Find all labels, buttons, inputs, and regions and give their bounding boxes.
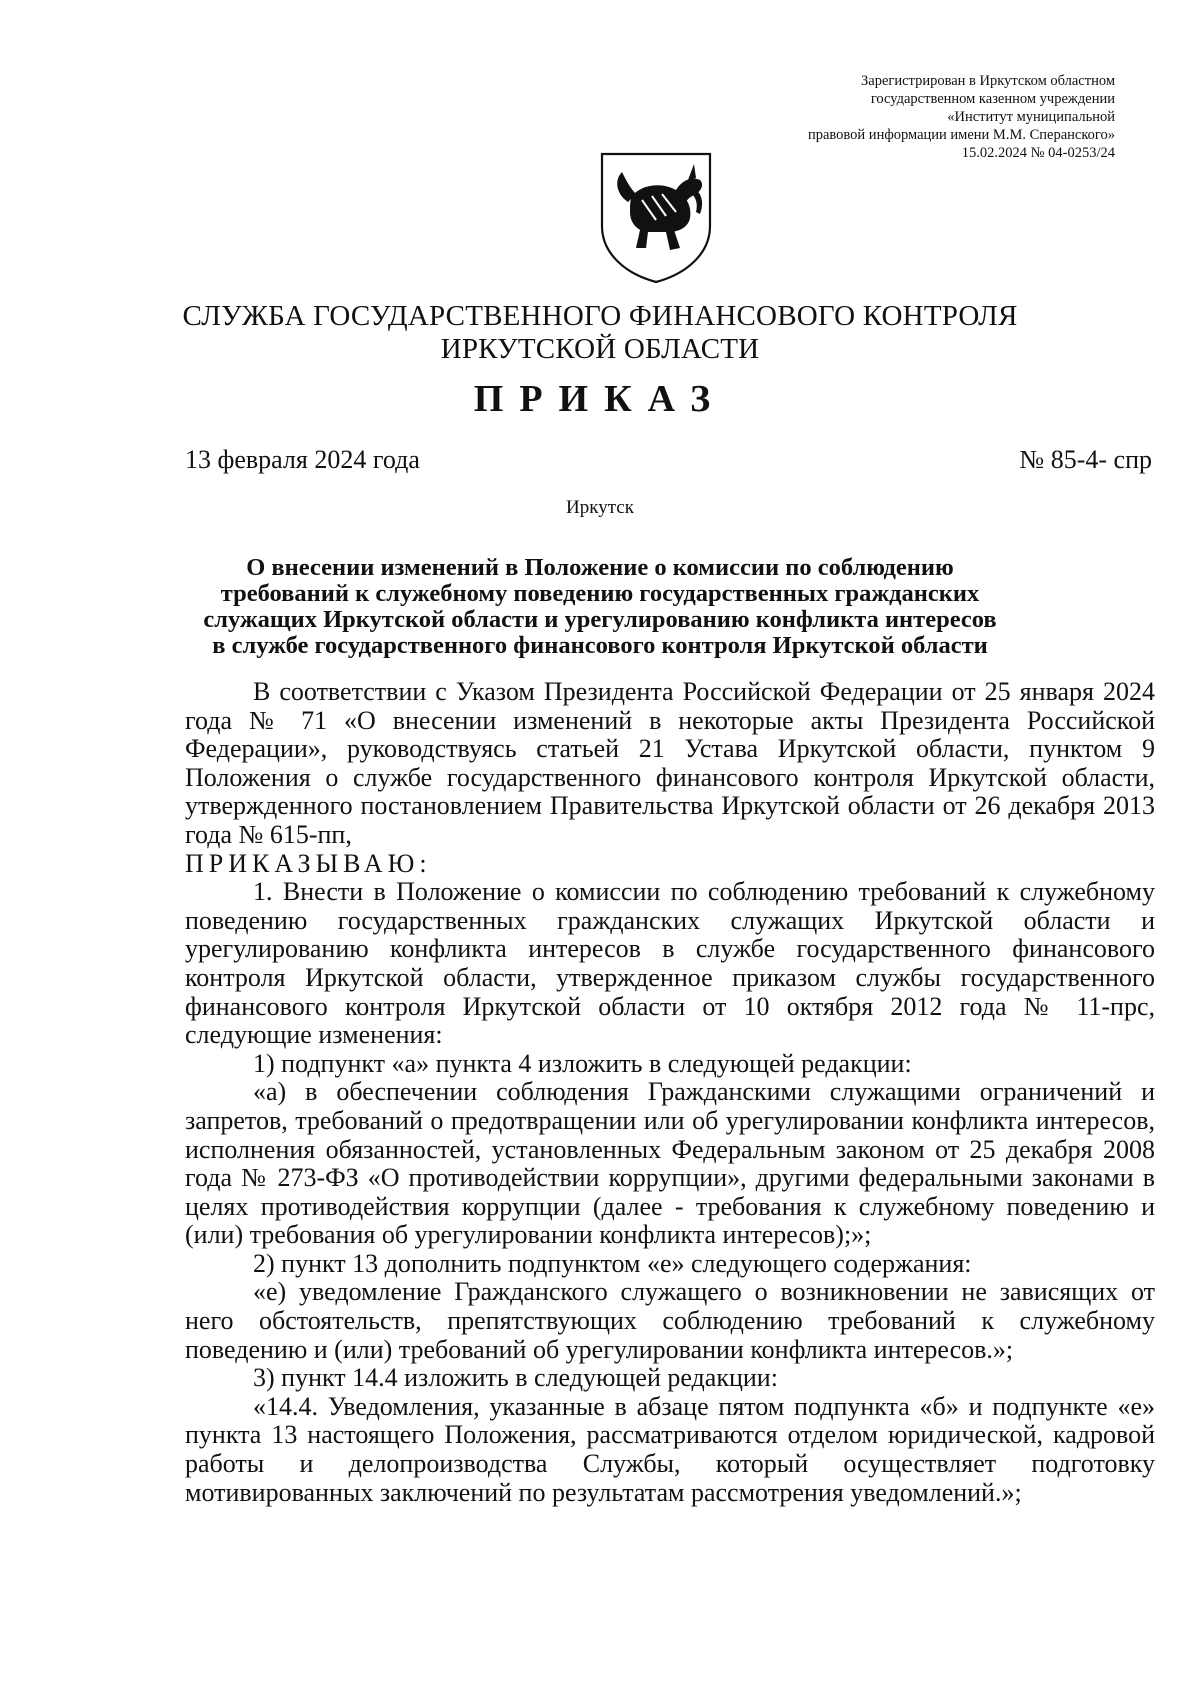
agency-title xyxy=(100,300,1100,366)
document-number: № 85-4- спр xyxy=(1019,445,1152,474)
heading-line-4: в службе государственного финансового контроля Иркутской области xyxy=(212,632,988,659)
preamble-paragraph: В соответствии с Указом Президента Российской Федерации от 25 января 2024 года № 71 «О внесении изменений в некоторые акты Президента Российской Федерации», руководствуясь статьей 21 Устава Иркутской области, пунктом 9 Положения о службе государственного финансового контроля Иркутской области, утвержденного постановлением Правительства Иркутской области от 26 декабря 2013 года № 615-пп, xyxy=(185,677,1155,849)
subitem-1-text-paragraph: «а) в обеспечении соблюдения Гражданскими служащими ограничений и запретов, требований о предотвращении или об урегулировании конфликта интересов, исполнения обязанностей, установленных Федеральным законом от 25 декабря 2008 года № 273-ФЗ «О противодействии коррупции», другими федеральными законами в целях противодействия коррупции (далее - требования к служебному поведению и (или) требования об урегулировании конфликта интересов);»; xyxy=(185,1077,1155,1250)
registration-line-1: Зарегистрирован в Иркутском областном xyxy=(861,73,1115,89)
subitem-3-text-paragraph: «14.4. Уведомления, указанные в абзаце пятом подпункта «б» и подпункте «е» пункта 13 настоящего Положения, рассматриваются отделом юридической, кадровой работы и делопроизводства Службы, который осуществляет подготовку мотивированных заключений по результатам рассмотрения уведомлений.»; xyxy=(185,1391,1155,1507)
document-body xyxy=(185,678,1155,1507)
subitem-3-paragraph: 3) пункт 14.4 изложить в следующей редакции: xyxy=(253,1363,778,1393)
agency-title-line-2: ИРКУТСКОЙ ОБЛАСТИ xyxy=(440,333,760,365)
heading-line-1: О внесении изменений в Положение о комиссии по соблюдению xyxy=(246,554,954,581)
registration-line-4: правовой информации имени М.М. Сперанского» xyxy=(807,127,1115,143)
registration-line-5: 15.02.2024 № 04-0253/24 xyxy=(961,145,1115,161)
heading-line-2: требований к служебному поведению государственных гражданских xyxy=(220,580,980,607)
document-date: 13 февраля 2024 года xyxy=(185,445,420,474)
heading-line-3: служащих Иркутской области и урегулированию конфликта интересов xyxy=(203,606,997,633)
document-heading xyxy=(150,555,1050,659)
subitem-1-paragraph: 1) подпункт «а» пункта 4 изложить в следующей редакции: xyxy=(253,1048,912,1078)
irkutsk-coat-of-arms-icon xyxy=(596,150,716,286)
orders-paragraph: ПРИКАЗЫВАЮ: xyxy=(185,848,432,878)
registration-line-2: государственном казенном учреждении xyxy=(870,91,1115,107)
registration-line-3: «Институт муниципальной xyxy=(947,109,1115,125)
subitem-2-paragraph: 2) пункт 13 дополнить подпунктом «е» следующего содержания: xyxy=(253,1248,972,1278)
agency-title-line-1: СЛУЖБА ГОСУДАРСТВЕННОГО ФИНАНСОВОГО КОНТРОЛЯ xyxy=(182,300,1018,332)
registration-stamp xyxy=(595,72,1115,162)
item-1-paragraph: 1. Внести в Положение о комиссии по соблюдению требований к служебному поведению государственных гражданских служащих Иркутской области и урегулированию конфликта интересов в службе государственного финансового контроля Иркутской области, утвержденное приказом службы государственного финансового контроля Иркутской области от 10 октября 2012 года № 11-прс, следующие изменения: xyxy=(185,877,1155,1050)
subitem-2-text-paragraph: «е) уведомление Гражданского служащего о возникновении не зависящих от него обстоятельств, препятствующих соблюдению требований к служебному поведению и (или) требований об урегулировании конфликта интересов.»; xyxy=(185,1277,1155,1364)
document-type: ПРИКАЗ xyxy=(473,378,727,420)
document-city: Иркутск xyxy=(566,497,634,518)
